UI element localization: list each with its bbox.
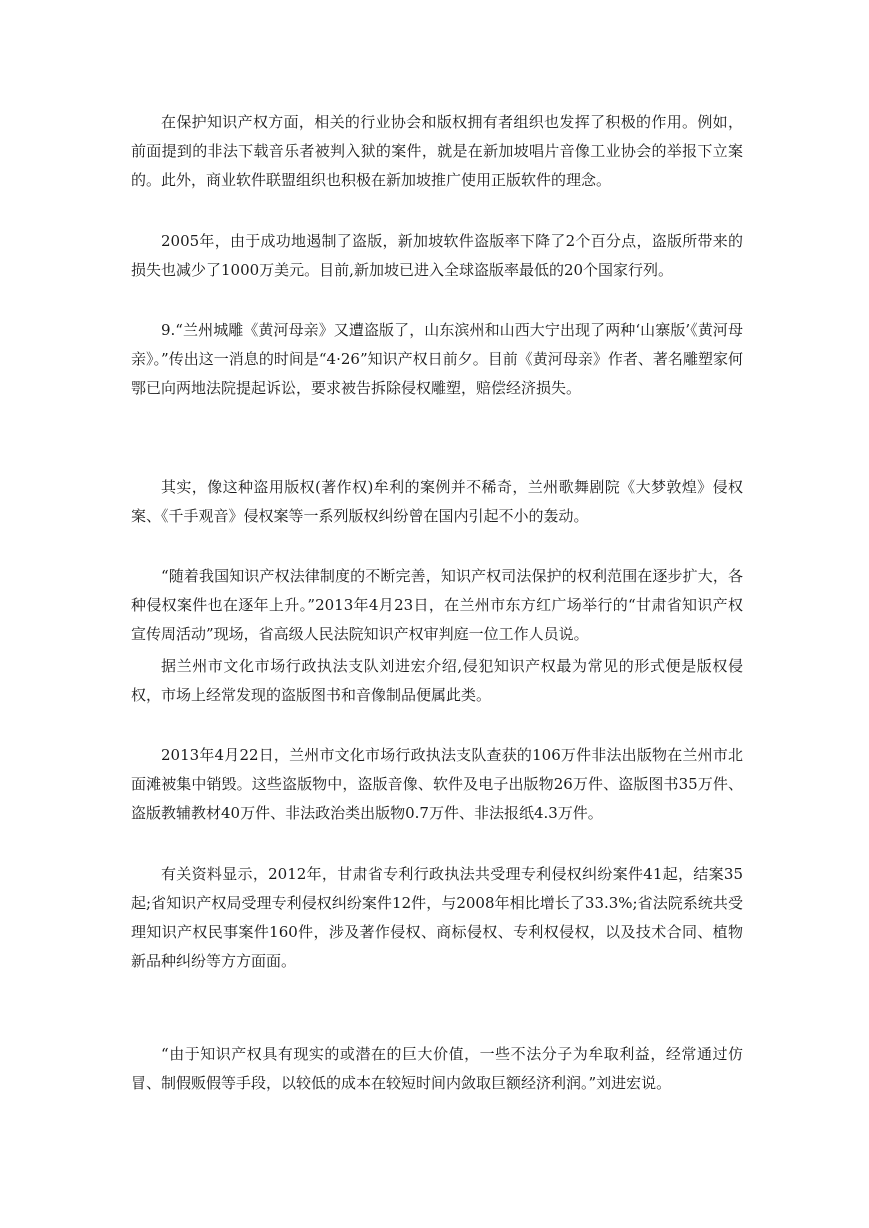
paragraph-copyright-cases: 其实，像这种盗用版权(著作权)牟利的案例并不稀奇，兰州歌舞剧院《大梦敦煌》侵权案、《千手观音》侵权案等一系列版权纠纷曾在国内引起不小的轰动。 (131, 478, 743, 525)
paragraph-closing-quote: “由于知识产权具有现实的或潜在的巨大价值，一些不法分子为牟取利益，经常通过仿冒、制假贩假等手段，以较低的成本在较短时间内敛取巨额经济利润。”刘进宏说。 (131, 1045, 743, 1092)
paragraph-yellow-river-mother: 9.“兰州城雕《黄河母亲》又遭盗版了，山东滨州和山西大宁出现了两种‘山寨版’《黄河母亲》。”传出这一消息的时间是“4·26”知识产权日前夕。目前《黄河母亲》作者、著名雕塑家何鄂已向两地法院提起诉讼，要求被告拆除侵权雕塑，赔偿经济损失。 (131, 321, 743, 397)
paragraph-patent-statistics: 有关资料显示，2012年，甘肃省专利行政执法共受理专利侵权纠纷案件41起，结案35起;省知识产权局受理专利侵权纠纷案件12件，与2008年相比增长了33.3%;省法院系统共受理知识产权民事案件160件，涉及著作侵权、商标侵权、专利权侵权，以及技术合同、植物新品种纠纷等方方面面。 (131, 865, 743, 970)
paragraph-piracy-rate-2005: 2005年，由于成功地遏制了盗版，新加坡软件盗版率下降了2个百分点，盗版所带来的损失也减少了1000万美元。目前,新加坡已进入全球盗版率最低的20个国家行列。 (131, 232, 743, 279)
paragraph-copyright-infringement: 据兰州市文化市场行政执法支队刘进宏介绍,侵犯知识产权最为常见的形式便是版权侵权，市场上经常发现的盗版图书和音像制品便属此类。 (131, 657, 743, 704)
paragraph-publications-destroyed: 2013年4月22日，兰州市文化市场行政执法支队查获的106万件非法出版物在兰州市北面滩被集中销毁。这些盗版物中，盗版音像、软件及电子出版物26万件、盗版图书35万件、盗版教辅教材40万件、非法政治类出版物0.7万件、非法报纸4.3万件。 (131, 746, 743, 822)
paragraph-industry-associations: 在保护知识产权方面，相关的行业协会和版权拥有者组织也发挥了积极的作用。例如，前面提到的非法下载音乐者被判入狱的案件，就是在新加坡唱片音像工业协会的举报下立案的。此外，商业软件联盟组织也积极在新加坡推广使用正版软件的理念。 (131, 113, 743, 189)
paragraph-legal-system-quote: “随着我国知识产权法律制度的不断完善，知识产权司法保护的权利范围在逐步扩大，各种侵权案件也在逐年上升。”2013年4月23日，在兰州市东方红广场举行的“甘肃省知识产权宣传周活动”现场，省高级人民法院知识产权审判庭一位工作人员说。 (131, 567, 743, 643)
